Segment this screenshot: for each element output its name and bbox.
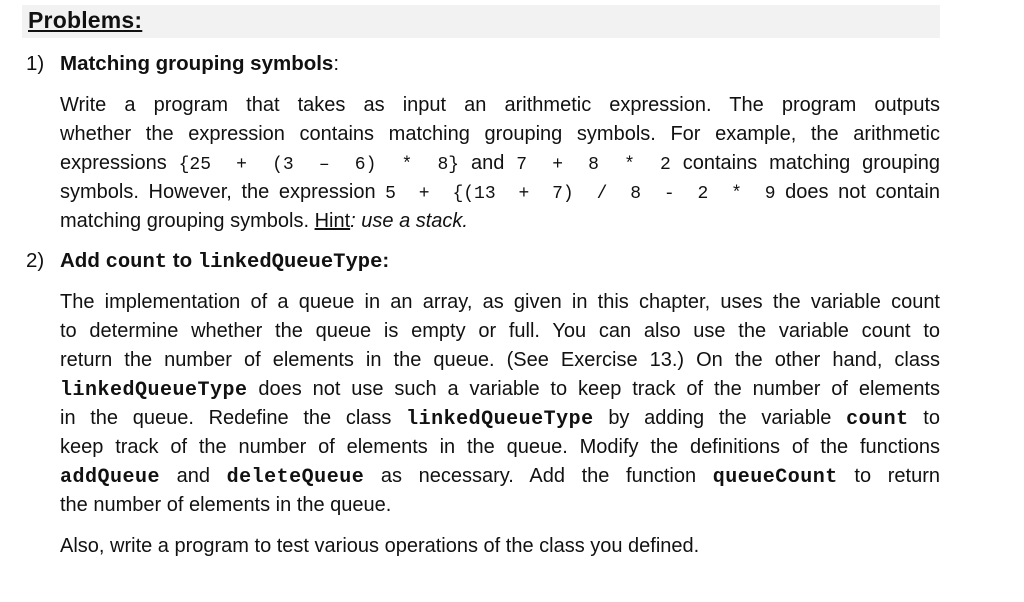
text-span: expressions bbox=[60, 152, 167, 174]
problem-2-title-add: Add bbox=[60, 249, 100, 272]
code-queuecount: queueCount bbox=[712, 466, 838, 489]
heading-bar bbox=[22, 5, 940, 38]
problem-2-line-8: the number of elements in the queue. bbox=[60, 494, 392, 516]
problem-2-followup bbox=[60, 532, 940, 561]
problem-1-title-colon: : bbox=[333, 52, 340, 75]
hint-text: : use a stack. bbox=[350, 210, 468, 232]
text-span: matching grouping symbols. bbox=[60, 210, 310, 232]
hint-label: Hint bbox=[314, 210, 351, 232]
problem-2-title-colon: : bbox=[382, 249, 390, 272]
problem-2-title bbox=[26, 249, 389, 274]
expression-2: 7 + 8 * 2 bbox=[516, 155, 671, 175]
text-span: to return bbox=[854, 465, 940, 487]
text-span: does not use such a variable to keep track of the number of elements bbox=[258, 378, 941, 400]
problem-1-line-1: Write a program that takes as input an arithmetic expression. The program outputs bbox=[60, 94, 940, 116]
code-addqueue: addQueue bbox=[60, 466, 161, 489]
problem-2-followup-line: Also, write a program to test various operations of the class you defined. bbox=[60, 535, 700, 557]
text-span: to bbox=[923, 407, 940, 429]
text-span: by adding the variable bbox=[608, 407, 832, 429]
code-deletequeue: deleteQueue bbox=[226, 466, 365, 489]
problem-2-title-class: linkedQueueType bbox=[197, 251, 383, 274]
text-span: and bbox=[470, 152, 505, 174]
problem-2-line-2: to determine whether the queue is empty or full. You can also use the variable count to bbox=[60, 320, 940, 342]
problem-1-line-3 bbox=[60, 149, 940, 178]
expression-1: {25 + (3 – 6) * 8} bbox=[178, 155, 460, 175]
problem-1-title bbox=[26, 52, 339, 76]
problem-2-line-3: return the number of elements in the queue. (See Exercise 13.) On the other hand, class bbox=[60, 349, 940, 371]
problem-2-description bbox=[60, 288, 940, 520]
problem-2-line-6: keep track of the number of elements in the queue. Modify the definitions of the functions bbox=[60, 436, 940, 458]
code-linkedqueuetype: linkedQueueType bbox=[406, 408, 594, 431]
text-span: as necessary. Add the function bbox=[380, 465, 697, 487]
problem-1-line-4 bbox=[60, 178, 940, 207]
problem-2-number: 2) bbox=[26, 249, 45, 272]
problem-2-title-count: count bbox=[105, 251, 168, 274]
page-title: Problems: bbox=[28, 7, 143, 33]
problem-2-line-5 bbox=[60, 404, 940, 433]
expression-3: 5 + {(13 + 7) / 8 - 2 * 9 bbox=[385, 184, 776, 204]
text-span: in the queue. Redefine the class bbox=[60, 407, 392, 429]
problem-2-title-to: to bbox=[172, 249, 193, 272]
text-span: contains matching grouping bbox=[682, 152, 941, 174]
problem-1-line-2: whether the expression contains matching grouping symbols. For example, the arithmetic bbox=[60, 123, 940, 145]
text-span: does not contain bbox=[785, 181, 941, 203]
problem-1-number: 1) bbox=[26, 52, 45, 75]
text-span: symbols. However, the expression bbox=[60, 181, 376, 203]
text-span: and bbox=[176, 465, 211, 487]
problem-2-line-1: The implementation of a queue in an array, as given in this chapter, uses the variable count bbox=[60, 291, 940, 313]
code-count: count bbox=[846, 408, 909, 431]
code-linkedqueuetype: linkedQueueType bbox=[60, 379, 248, 402]
problem-1-line-5 bbox=[60, 207, 940, 236]
problem-2-line-7 bbox=[60, 462, 940, 491]
problem-1-title-text: Matching grouping symbols bbox=[60, 52, 334, 75]
problem-1-description bbox=[60, 91, 940, 236]
problem-2-line-4 bbox=[60, 375, 940, 404]
